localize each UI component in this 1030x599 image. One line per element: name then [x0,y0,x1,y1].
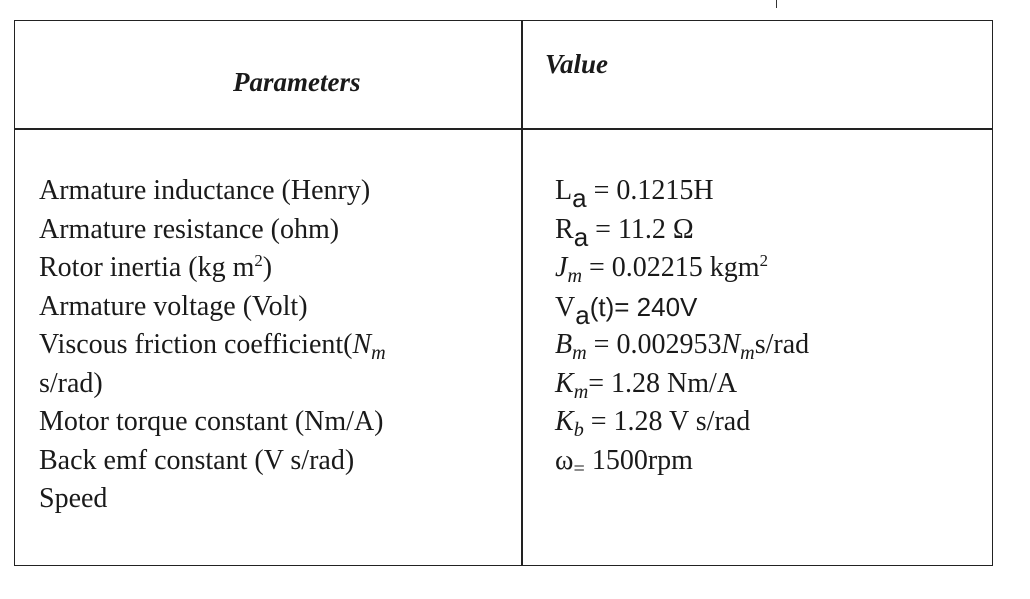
value-cell [555,172,985,211]
value-subscript: m [572,342,587,365]
parameter-cell: Armature resistance (ohm) [39,213,340,245]
parameter-symbol: N [352,329,372,360]
header-parameters: Parameters [233,67,361,97]
parameter-cell [39,249,499,288]
value-text: = 0.1215H [586,175,714,206]
value-symbol: R [555,213,574,245]
value-cell [555,403,985,442]
value-text: = 0.002953 [586,329,722,360]
margin-tick [776,0,777,8]
value-subscript: b [573,419,584,442]
value-text: = 11.2 Ω [588,213,694,245]
value-text: s/rad [754,329,810,360]
value-symbol: J [555,252,568,283]
parameter-text: Viscous friction coefficient( [39,329,353,360]
value-subscript: a [575,299,590,330]
parameter-cell: Armature inductance (Henry) [39,175,371,206]
parameter-superscript: 2 [254,250,263,270]
value-text: = 0.02215 kgm [582,252,760,283]
parameter-text: ) [262,252,273,283]
value-cell [555,365,985,404]
value-symbol: K [555,367,574,399]
value-cell [555,211,985,250]
column-divider [521,21,523,565]
value-cell [555,288,985,330]
value-subscript: m [573,380,589,403]
value-text: = 1.28 V s/rad [583,406,751,437]
value-cell [555,442,985,481]
value-cell [555,249,985,288]
value-text: 1500rpm [584,444,693,476]
parameter-cell: Speed [39,483,108,514]
parameter-cell: Back emf constant (V s/rad) [39,444,355,476]
value-symbol: B [555,329,573,360]
value-symbol: V [555,291,576,323]
parameters-column [39,172,499,519]
value-symbol: ω [555,444,574,476]
header-value: Value [545,49,609,79]
value-superscript: 2 [759,250,768,270]
value-subscript: = [573,457,585,480]
parameter-cell: Motor torque constant (Nm/A) [39,406,384,437]
value-cell [555,326,985,365]
parameter-cell [39,326,499,403]
parameter-text: Rotor inertia (kg m [39,252,255,283]
parameter-text: s/rad) [39,367,103,399]
parameter-subscript: m [371,342,386,365]
value-symbol: N [721,329,741,360]
value-subscript: m [740,342,755,365]
value-symbol: L [555,175,573,206]
value-subscript: m [567,265,582,288]
value-subscript: a [573,221,589,252]
value-subscript: a [572,182,587,213]
value-text: (t)= 240V [589,291,698,322]
header-divider [15,128,992,130]
values-column [555,172,985,480]
value-text: = 1.28 Nm/A [588,367,738,399]
value-symbol: K [555,406,574,437]
parameter-cell: Armature voltage (Volt) [39,290,308,322]
parameters-table [14,20,993,566]
